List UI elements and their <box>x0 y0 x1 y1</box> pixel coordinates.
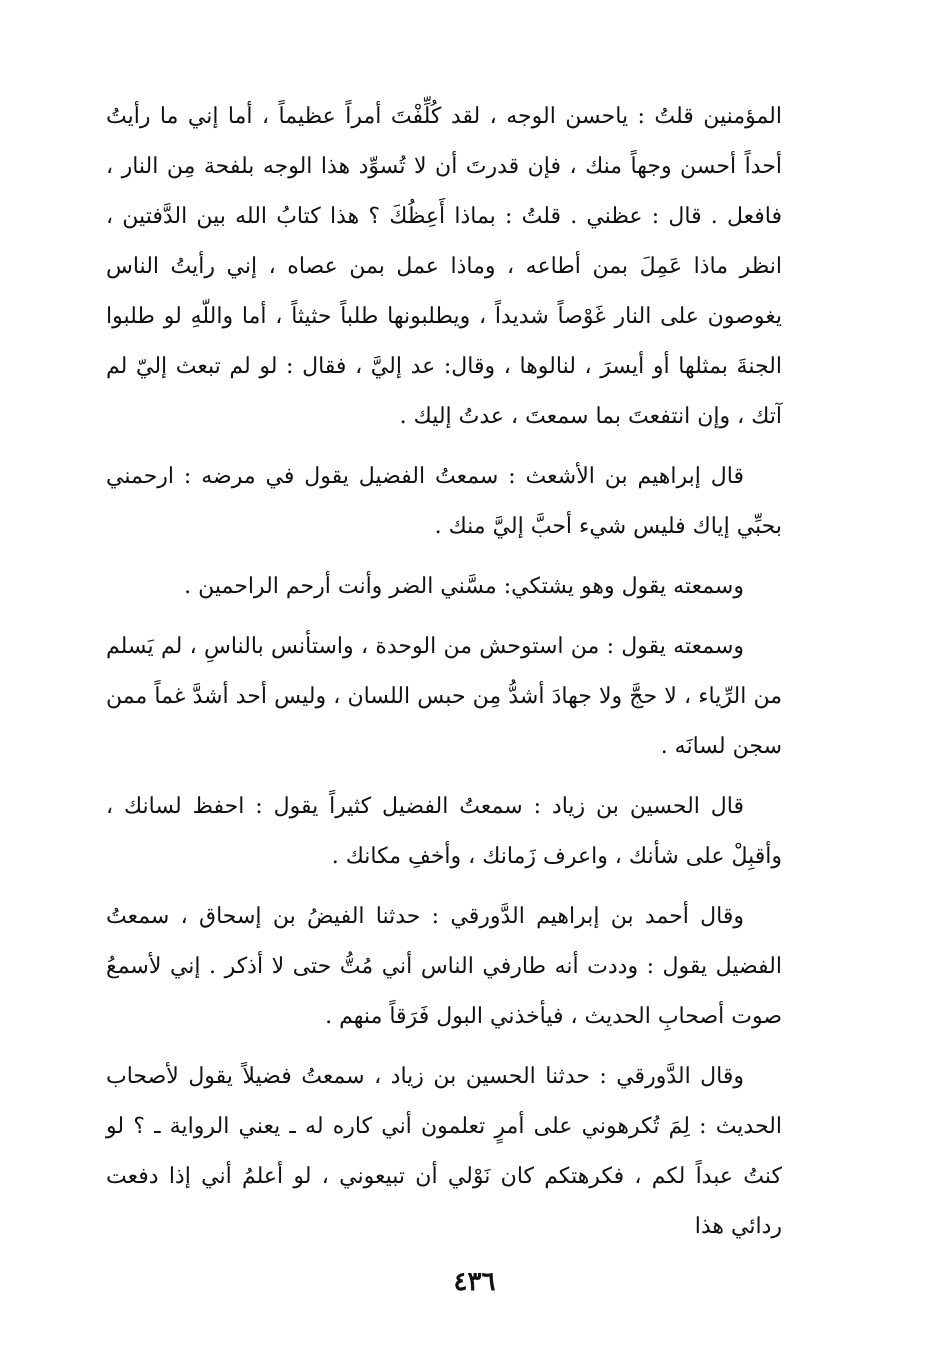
paragraph-6: وقال أحمد بن إبراهيم الدَّورقي : حدثنا الفيضُ بن إسحاق ، سمعتُ الفضيل يقول : وددت أنه طارفي الناس أني مُتُّ حتى لا أذكر . إني لأسمعُ صوت أصحابِ الحديث ، فيأخذني البول فَرَقاً منهم . <box>106 904 782 1029</box>
paragraph-3: وسمعته يقول وهو يشتكي: مسَّني الضر وأنت أرحم الراحمين . <box>184 574 744 599</box>
paragraph-4: وسمعته يقول : من استوحش من الوحدة ، واستأنس بالناسِ ، لم يَسلم من الرِّياء ، لا حجَّ ولا جهادَ أشدُّ مِن حبس اللسان ، وليس أحد أشدَّ غماً ممن سجن لسانَه . <box>106 634 782 759</box>
page-number: ٤٣٦ <box>453 1267 496 1297</box>
paragraph-7: وقال الدَّورقي : حدثنا الحسين بن زياد ، سمعتُ فضيلاً يقول لأصحاب الحديث : لِمَ تُكرهوني على أمرٍ تعلمون أني كاره له ـ يعني الرواية ـ ؟ لو كنتُ عبداً لكم ، فكرهتكم كان نَوْلي أن تبيعوني ، لو أعلمُ أني إذا دفعت ردائي هذا <box>106 1064 782 1239</box>
paragraph-2: قال إبراهيم بن الأشعث : سمعتُ الفضيل يقول في مرضه : ارحمني بحبِّي إياك فليس شيء أحبَّ إليَّ منك . <box>106 464 782 539</box>
page-body <box>106 92 782 1252</box>
paragraph-5: قال الحسين بن زياد : سمعتُ الفضيل كثيراً يقول : احفظ لسانك ، وأقبِلْ على شأنك ، واعرف زَمانك ، وأخفِ مكانك . <box>106 794 782 869</box>
paragraph-1: المؤمنين قلتُ : ياحسن الوجه ، لقد كُلِّفْتَ أمراً عظيماً ، أما إني ما رأيتُ أحداً أحسن وجهاً منك ، فإن قدرتَ أن لا تُسوِّد هذا الوجه بلفحة مِن النار ، فافعل . قال : عظني . قلتُ : بماذا أَعِظُكَ ؟ هذا كتابُ الله بين الدَّفتين ، انظر ماذا عَمِلَ بمن أطاعه ، وماذا عمل بمن عصاه ، إني رأيتُ الناس يغوصون على النار غَوْصاً شديداً ، ويطلبونها طلباً حثيثاً ، أما واللّهِ لو طلبوا الجنةَ بمثلها أو أيسرَ ، لنالوها ، وقال: عد إليَّ ، فقال : لو لم تبعث إليّ لم آتك ، وإن انتفعتَ بما سمعتَ ، عدتُ إليك . <box>106 104 782 429</box>
